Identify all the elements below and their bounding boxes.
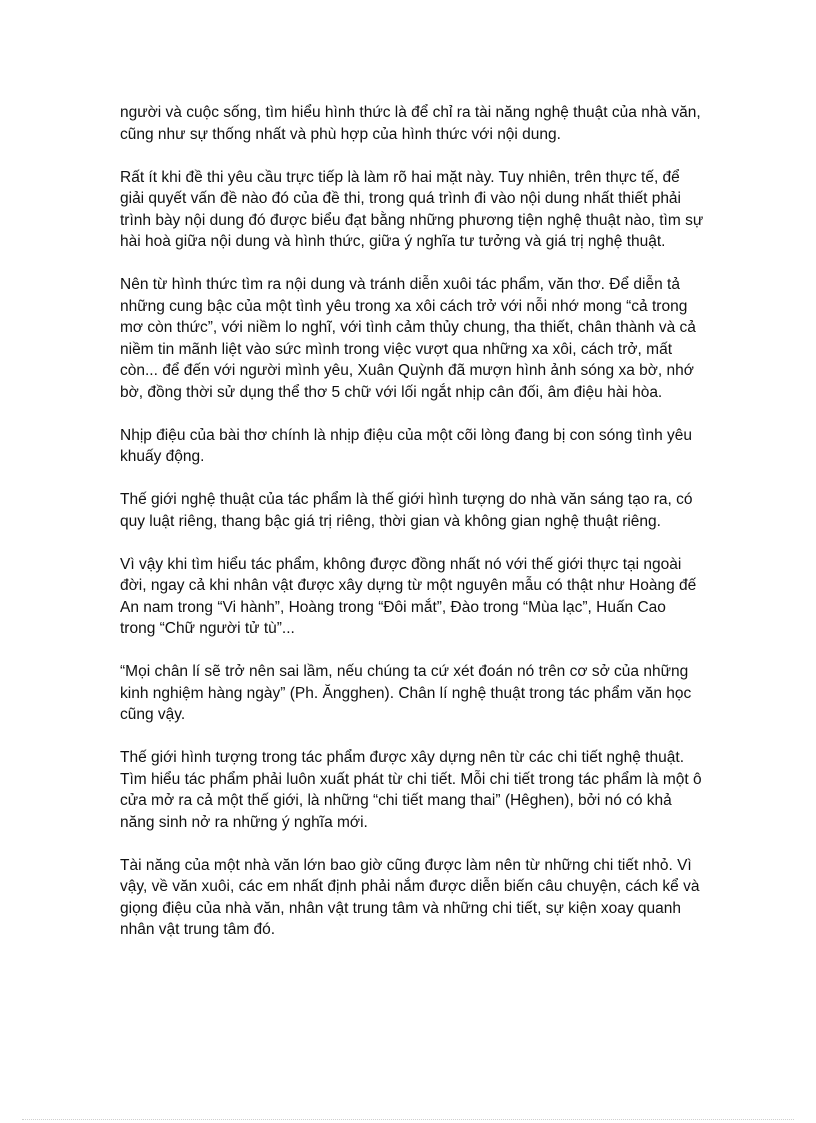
paragraph: Thế giới hình tượng trong tác phẩm được xây dựng nên từ các chi tiết nghệ thuật. Tìm hiểu tác phẩm phải luôn xuất phát từ chi tiết. Mỗi chi tiết trong tác phẩm là một ô cửa mở ra cả một thế giới, là những “chi tiết mang thai” (Hêghen), bởi nó có khả năng sinh nở ra những ý nghĩa mới. (120, 749, 702, 831)
paragraph: người và cuộc sống, tìm hiểu hình thức là để chỉ ra tài năng nghệ thuật của nhà văn, cũng như sự thống nhất và phù hợp của hình thức với nội dung. (120, 104, 701, 143)
paragraph: Rất ít khi đề thi yêu cầu trực tiếp là làm rõ hai mặt này. Tuy nhiên, trên thực tế, để giải quyết vấn đề nào đó của đề thi, trong quá trình đi vào nội dung nhất thiết phải trình bày nội dung đó được biểu đạt bằng những phương tiện nghệ thuật nào, tìm sự hài hoà giữa nội dung và hình thức, giữa ý nghĩa tư tưởng và giá trị nghệ thuật. (120, 168, 704, 250)
paragraph: “Mọi chân lí sẽ trở nên sai lầm, nếu chúng ta cứ xét đoán nó trên cơ sở của những kinh nghiệm hàng ngày” (Ph. Ăngghen). Chân lí nghệ thuật trong tác phẩm văn học cũng vậy. (120, 663, 692, 723)
paragraph: Vì vậy khi tìm hiểu tác phẩm, không được đồng nhất nó với thế giới thực tại ngoài đời, ngay cả khi nhân vật được xây dựng từ một nguyên mẫu có thật như Hoàng đế An nam trong “Vi hành”, Hoàng trong “Đôi mắt”, Đào trong “Mùa lạc”, Huấn Cao trong “Chữ người tử tù”... (120, 555, 697, 637)
paragraph: Thế giới nghệ thuật của tác phẩm là thế giới hình tượng do nhà văn sáng tạo ra, có quy luật riêng, thang bậc giá trị riêng, thời gian và không gian nghệ thuật riêng. (120, 491, 693, 530)
paragraph: Tài năng của một nhà văn lớn bao giờ cũng được làm nên từ những chi tiết nhỏ. Vì vậy, về văn xuôi, các em nhất định phải nắm được diễn biến câu chuyện, cách kể và giọng điệu của nhà văn, nhân vật trung tâm và những chi tiết, sự kiện xoay quanh nhân vật trung tâm đó. (120, 856, 700, 938)
document-body (120, 102, 704, 962)
page-bottom-divider (22, 1119, 794, 1120)
paragraph: Nên từ hình thức tìm ra nội dung và tránh diễn xuôi tác phẩm, văn thơ. Để diễn tả những cung bậc của một tình yêu trong xa xôi cách trở với nỗi nhớ mong “cả trong mơ còn thức”, với niềm lo nghĩ, với tình cảm thủy chung, tha thiết, chân thành và cả niềm tin mãnh liệt vào sức mình trong việc vượt qua những xa xôi, cách trở, mất còn... để đến với người mình yêu, Xuân Quỳnh đã mượn hình ảnh sóng xa bờ, nhớ bờ, đồng thời sử dụng thể thơ 5 chữ với lối ngắt nhịp cân đối, âm điệu hài hòa. (120, 276, 696, 401)
paragraph: Nhịp điệu của bài thơ chính là nhịp điệu của một cõi lòng đang bị con sóng tình yêu khuấy động. (120, 426, 692, 465)
